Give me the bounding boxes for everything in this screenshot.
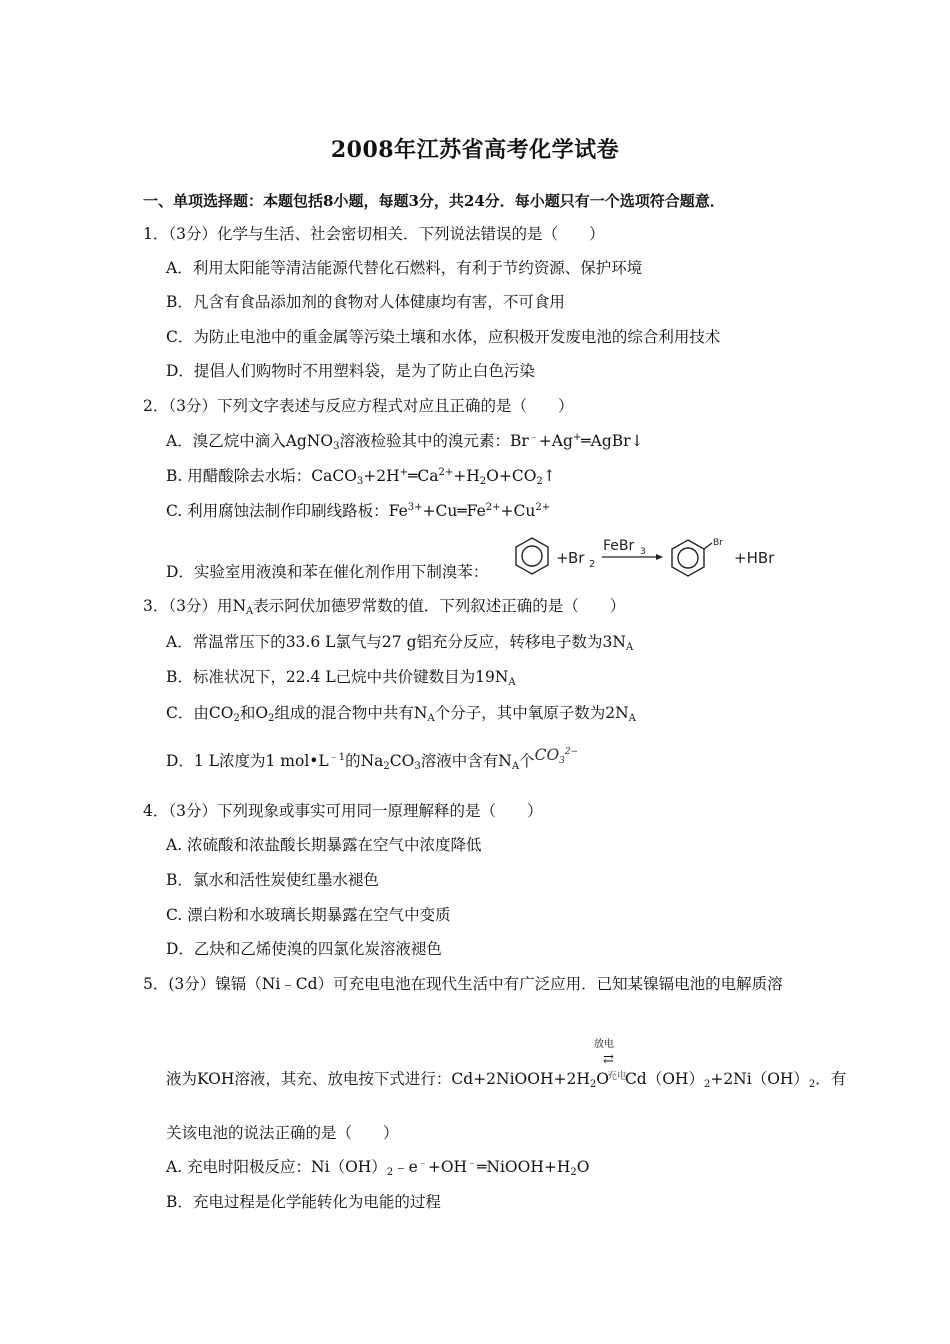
question-4-option-d: D．乙炔和乙烯使溴的四氯化炭溶液褪色 (166, 940, 442, 958)
svg-text:3: 3 (640, 547, 646, 557)
question-4-option-c: C. 漂白粉和水玻璃长期暴露在空气中变质 (166, 906, 451, 924)
question-1-option-a: A．利用太阳能等清洁能源代替化石燃料，有利于节约资源、保护环境 (166, 259, 643, 277)
question-3-option-d: D．1 L浓度为1 $mol•L^{﹣1}$的$Na_2CO_3$溶液中含有$N_A$个$CO_3^{2-}$ (166, 746, 579, 772)
question-5-stem: 5．(3分）镍镉（Ni﹣Cd）可充电电池在现代生活中有广泛应用．已知某镍镉电池的电解质溶 (143, 975, 783, 993)
benzene-ring-icon (516, 538, 548, 574)
question-4-stem: 4．（3分）下列现象或事实可用同一原理解释的是（ ） (143, 802, 543, 820)
question-2-option-c: C. 利用腐蚀法制作印刷线路板：$Fe^{3+}+Cu═Fe^{2+}+Cu^{2+}$ (166, 502, 551, 520)
question-3-stem: 3．（3分）用$N_A$表示阿伏加德罗常数的值．下列叙述正确的是（ ） (143, 597, 626, 617)
question-3-option-a: A．常温常压下的33.6 L氯气与27 g铝充分反应，转移电子数为$3N_A$ (166, 633, 634, 653)
question-2-stem: 2．（3分）下列文字表述与反应方程式对应且正确的是（ ） (143, 397, 574, 415)
question-2-option-a: A．溴乙烷中滴入AgNO$_3$溶液检验其中的溴元素：Br﹣+Ag+═AgBr↓ (166, 432, 644, 452)
question-1-option-d: D．提倡人们购物时不用塑料袋，是为了防止白色污染 (166, 362, 535, 380)
equilibrium-arrow-icon: ⇄ (603, 1052, 614, 1067)
hbr-label: +HBr (734, 549, 775, 567)
question-1-option-c: C．为防止电池中的重金属等污染土壤和水体，应积极开发废电池的综合利用技术 (166, 328, 721, 346)
question-1-stem: 1．（3分）化学与生活、社会密切相关．下列说法错误的是（ ） (143, 225, 605, 243)
charge-label: 充电 (606, 1071, 627, 1082)
bromobenzene-ring-icon (672, 540, 712, 576)
bromine-label: Br (568, 549, 585, 567)
carbonate-ion-formula: $CO_3^{2-}$ (534, 746, 579, 766)
section-heading: 一、单项选择题：本题包括8小题，每题3分，共24分．每小题只有一个选项符合题意． (143, 192, 725, 210)
bromo-substituent-label: Br (713, 538, 723, 548)
svg-text:+: + (556, 549, 569, 567)
question-1-option-b: B．凡含有食品添加剂的食物对人体健康均有害，不可食用 (166, 293, 565, 311)
benzene-bromination-equation (510, 532, 790, 582)
question-2-option-d: D．实验室用液溴和苯在催化剂作用下制溴苯： (166, 563, 489, 581)
question-3-option-b: B．标准状况下，22.4 L己烷中共价键数目为$19N_A$ (166, 668, 516, 688)
svg-text:2: 2 (589, 559, 596, 570)
question-5-option-b: B．充电过程是化学能转化为电能的过程 (166, 1193, 441, 1211)
discharge-label: 放电 (594, 1039, 614, 1050)
question-5-stem-end: 关该电池的说法正确的是（ ） (166, 1124, 399, 1142)
question-2-option-b: B. 用醋酸除去水垢：$CaCO_3+2H^+═Ca^{2+}+H_2O+CO_2↑$ (166, 467, 556, 487)
question-4-option-b: B．氯水和活性炭使红墨水褪色 (166, 871, 379, 889)
catalyst-label: FeBr (603, 538, 635, 554)
question-5-option-a: A. 充电时阳极反应：$Ni(OH)_2﹣e^﹣+OH^﹣═NiOOH+H_2O$ (166, 1158, 590, 1178)
question-4-option-a: A. 浓硫酸和浓盐酸长期暴露在空气中浓度降低 (166, 836, 482, 854)
page-title: 2008年江苏省高考化学试卷 (330, 137, 620, 163)
question-5-equation-line: 液为KOH溶液，其充、放电按下式进行：$Cd+2NiOOH+2H_2O^{充电}Cd(OH)_2+2Ni(OH)_2$．有 (166, 1070, 847, 1090)
question-3-option-c: C．由$CO_2$和$O_2$组成的混合物中共有$N_A$个分子，其中氧原子数为$2N_A$ (166, 704, 636, 724)
